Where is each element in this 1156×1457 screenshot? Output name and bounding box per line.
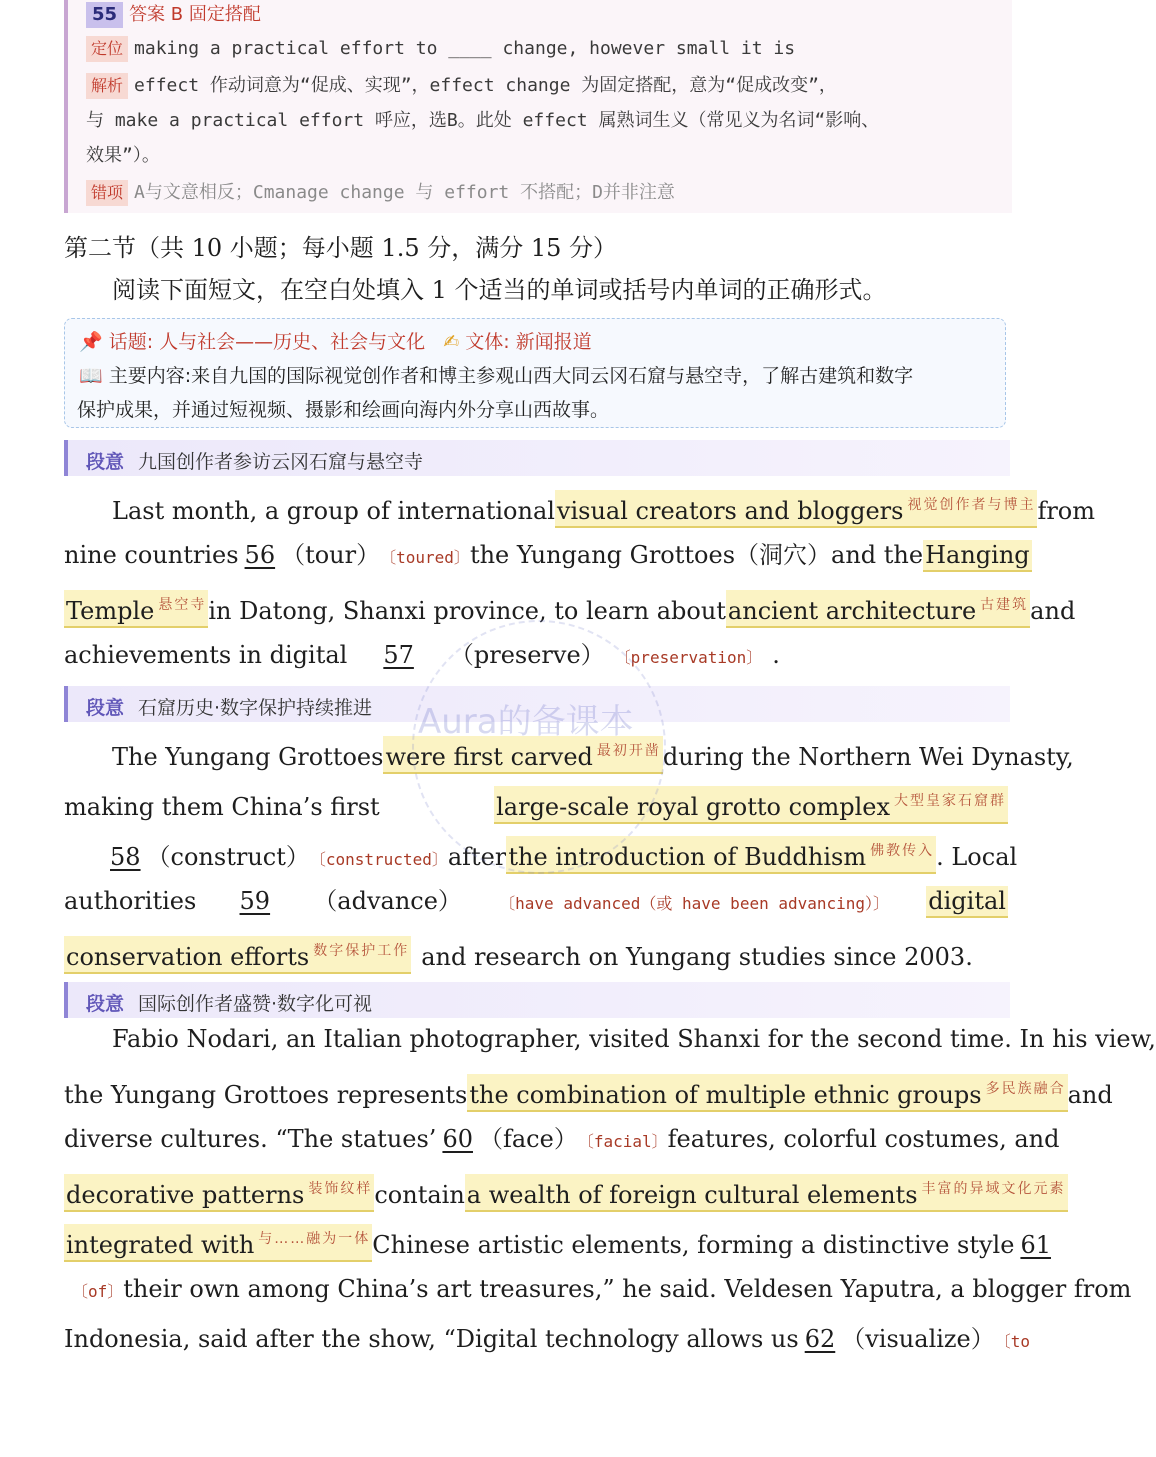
phrase-note: 视觉创作者与博主 bbox=[907, 497, 1036, 513]
text: and bbox=[1030, 597, 1076, 625]
p2-line-5 bbox=[64, 936, 1008, 974]
answer-explanation-block bbox=[64, 0, 1012, 213]
highlight-phrase bbox=[64, 1174, 374, 1212]
section-title: 第二节（共 10 小题；每小题 1.5 分，满分 15 分） bbox=[64, 234, 618, 262]
phrase-note: 悬空寺 bbox=[158, 597, 207, 613]
p3-line-7 bbox=[64, 1324, 1031, 1357]
text: the Yungang Grottoes（洞穴）and the bbox=[469, 541, 924, 569]
analysis-row bbox=[86, 71, 837, 99]
p3-line-3 bbox=[64, 1124, 1060, 1157]
hint: （preserve） bbox=[449, 641, 605, 669]
highlight-phrase bbox=[726, 590, 1030, 628]
section-instruction: 阅读下面短文，在空白处填入 1 个适当的单词或括号内单词的正确形式。 bbox=[112, 276, 887, 304]
analysis-text-2: 与 make a practical effort 呼应，选B。此处 effect 属熟词生义（常见义为名词“影响、 bbox=[86, 110, 880, 131]
highlight-phrase bbox=[64, 590, 208, 628]
pin-icon: 📌 bbox=[79, 331, 103, 353]
p3-line-1 bbox=[64, 1024, 1156, 1054]
paragraph-summary-1 bbox=[64, 440, 1010, 476]
p3-line-4 bbox=[64, 1174, 1066, 1212]
text: the Yungang Grottoes represents bbox=[64, 1081, 468, 1109]
genre-label: 文体: bbox=[465, 331, 510, 353]
text: during the Northern Wei Dynasty, bbox=[662, 743, 1074, 771]
highlight-phrase: digital bbox=[926, 886, 1008, 918]
answer-62: 〔to bbox=[994, 1332, 1031, 1351]
answer-57: 〔preservation〕 bbox=[614, 648, 763, 667]
answer-61: 〔of〕 bbox=[72, 1282, 124, 1301]
summary-tag: 段意 bbox=[86, 993, 125, 1015]
wrong-options-row bbox=[86, 178, 675, 206]
p3-line-6 bbox=[64, 1274, 1132, 1307]
text: Last month, a group of international bbox=[112, 497, 555, 525]
phrase: conservation efforts bbox=[66, 943, 310, 971]
locate-text: making a practical effort to ____ change, however small it is bbox=[134, 38, 796, 59]
summary-text: 石窟历史·数字保护持续推进 bbox=[138, 697, 373, 719]
phrase: a wealth of foreign cultural elements bbox=[466, 1181, 918, 1209]
phrase: Temple bbox=[66, 597, 155, 625]
text: in Datong, Shanxi province, to learn about bbox=[208, 597, 726, 625]
book-icon: 📖 bbox=[79, 365, 103, 387]
answer-58: 〔constructed〕 bbox=[309, 850, 448, 869]
text: making them China’s first bbox=[64, 793, 380, 821]
highlight-phrase bbox=[465, 1174, 1068, 1212]
text: and bbox=[1067, 1081, 1113, 1109]
phrase-note: 数字保护工作 bbox=[313, 943, 410, 959]
text: and research on Yungang studies since 2003. bbox=[421, 943, 973, 971]
text: Fabio Nodari, an Italian photographer, visited Shanxi for the second time. In his view, bbox=[112, 1025, 1156, 1053]
answer-head: 答案 B 固定搭配 bbox=[129, 4, 261, 25]
text: after bbox=[447, 843, 507, 871]
answer-59: 〔have advanced（或 have been advancing）〕 bbox=[499, 894, 890, 913]
text: achievements in digital bbox=[64, 641, 348, 669]
blank-61: 61 bbox=[1020, 1231, 1051, 1259]
text: Chinese artistic elements, forming a distinctive style bbox=[372, 1231, 1015, 1259]
highlight-phrase: Hanging bbox=[923, 540, 1032, 572]
text: diverse cultures. “The statues’ bbox=[64, 1125, 437, 1153]
phrase: integrated with bbox=[66, 1231, 255, 1259]
phrase: large-scale royal grotto complex bbox=[496, 793, 890, 821]
text: authorities bbox=[64, 887, 197, 915]
blank-59: 59 bbox=[239, 887, 271, 915]
hint: （face） bbox=[478, 1125, 578, 1153]
blank-56: 56 bbox=[244, 541, 276, 569]
answer-60: 〔facial〕 bbox=[577, 1132, 668, 1151]
hint: （construct） bbox=[146, 843, 310, 871]
text: The Yungang Grottoes bbox=[112, 743, 384, 771]
p3-line-5 bbox=[64, 1224, 1051, 1262]
blank-62: 62 bbox=[804, 1325, 836, 1353]
text: . Local bbox=[936, 843, 1018, 871]
answer-head-row bbox=[86, 0, 261, 28]
hint: （tour） bbox=[281, 541, 381, 569]
watermark-circle bbox=[412, 620, 666, 874]
locate-tag: 定位 bbox=[86, 36, 128, 62]
summary-tag: 段意 bbox=[86, 451, 125, 473]
phrase-note: 多民族融合 bbox=[985, 1081, 1066, 1097]
p3-line-2 bbox=[64, 1074, 1113, 1112]
text: features, colorful costumes, and bbox=[667, 1125, 1060, 1153]
pen-icon: ✍ bbox=[443, 331, 460, 353]
phrase-note: 装饰纹样 bbox=[308, 1181, 373, 1197]
phrase: the combination of multiple ethnic groups bbox=[469, 1081, 982, 1109]
wrong-text: A与文意相反；Cmanage change 与 effort 不搭配；D并非注意 bbox=[134, 182, 675, 203]
blank-57: 57 bbox=[383, 641, 414, 669]
phrase-note: 与……融为一体 bbox=[258, 1231, 371, 1247]
summary-text: 九国创作者参访云冈石窟与悬空寺 bbox=[138, 451, 424, 473]
topic-label: 话题: bbox=[108, 331, 154, 353]
p1-line-2 bbox=[64, 540, 1030, 573]
highlight-phrase bbox=[64, 936, 411, 974]
analysis-row-2 bbox=[86, 106, 879, 132]
text: nine countries bbox=[64, 541, 239, 569]
phrase: visual creators and bloggers bbox=[556, 497, 904, 525]
main-content-row bbox=[79, 361, 913, 388]
hint: （visualize） bbox=[841, 1325, 995, 1353]
topic-text: 人与社会——历史、社会与文化 bbox=[159, 331, 426, 353]
question-number: 55 bbox=[86, 2, 123, 28]
text: . bbox=[772, 641, 780, 669]
p1-line-1 bbox=[64, 490, 1096, 528]
hint: （advance） bbox=[313, 887, 462, 915]
watermark-text: Aura的备课本 bbox=[418, 702, 634, 742]
analysis-row-3 bbox=[86, 141, 160, 167]
phrase: decorative patterns bbox=[66, 1181, 305, 1209]
genre-text: 新闻报道 bbox=[515, 331, 592, 353]
paragraph-summary-3 bbox=[64, 982, 1010, 1018]
highlight-phrase bbox=[64, 1224, 372, 1262]
phrase: ancient architecture bbox=[727, 597, 977, 625]
phrase: were first carved bbox=[385, 743, 593, 771]
main-content-label: 主要内容: bbox=[108, 365, 192, 387]
phrase: the introduction of Buddhism bbox=[508, 843, 867, 871]
main-content-text-2: 保护成果，并通过短视频、摄影和绘画向海内外分享山西故事。 bbox=[77, 399, 610, 421]
locate-row bbox=[86, 36, 795, 62]
analysis-text-1: effect 作动词意为“促成、实现”，effect change 为固定搭配，意为“促成改变”， bbox=[134, 75, 837, 96]
phrase-note: 丰富的异域文化元素 bbox=[921, 1181, 1066, 1197]
phrase-note: 最初开凿 bbox=[596, 743, 661, 759]
topic-row bbox=[79, 327, 592, 354]
topic-box bbox=[64, 318, 1006, 428]
main-content-row-2 bbox=[77, 395, 609, 422]
phrase-note: 佛教传入 bbox=[870, 843, 935, 859]
wrong-tag: 错项 bbox=[86, 180, 128, 206]
p2-line-4 bbox=[64, 886, 1008, 919]
analysis-text-3: 效果”）。 bbox=[86, 145, 160, 166]
phrase-note: 古建筑 bbox=[980, 597, 1029, 613]
blank-58: 58 bbox=[110, 843, 141, 871]
highlight-phrase bbox=[555, 490, 1038, 528]
phrase-note: 大型皇家石窟群 bbox=[894, 793, 1006, 809]
text: Indonesia, said after the show, “Digital technology allows us bbox=[64, 1325, 799, 1353]
text: from bbox=[1037, 497, 1096, 525]
answer-56: 〔toured〕 bbox=[380, 548, 470, 567]
highlight-phrase bbox=[467, 1074, 1067, 1112]
text: their own among China’s art treasures,” he said. Veldesen Yaputra, a blogger from bbox=[123, 1275, 1132, 1303]
summary-text: 国际创作者盛赞·数字化可视 bbox=[138, 993, 373, 1015]
text: contain bbox=[374, 1181, 465, 1209]
blank-60: 60 bbox=[442, 1125, 473, 1153]
analysis-tag: 解析 bbox=[86, 73, 128, 99]
main-content-text-1: 来自九国的国际视觉创作者和博主参观山西大同云冈石窟与悬空寺，了解古建筑和数字 bbox=[191, 365, 914, 387]
summary-tag: 段意 bbox=[86, 697, 125, 719]
